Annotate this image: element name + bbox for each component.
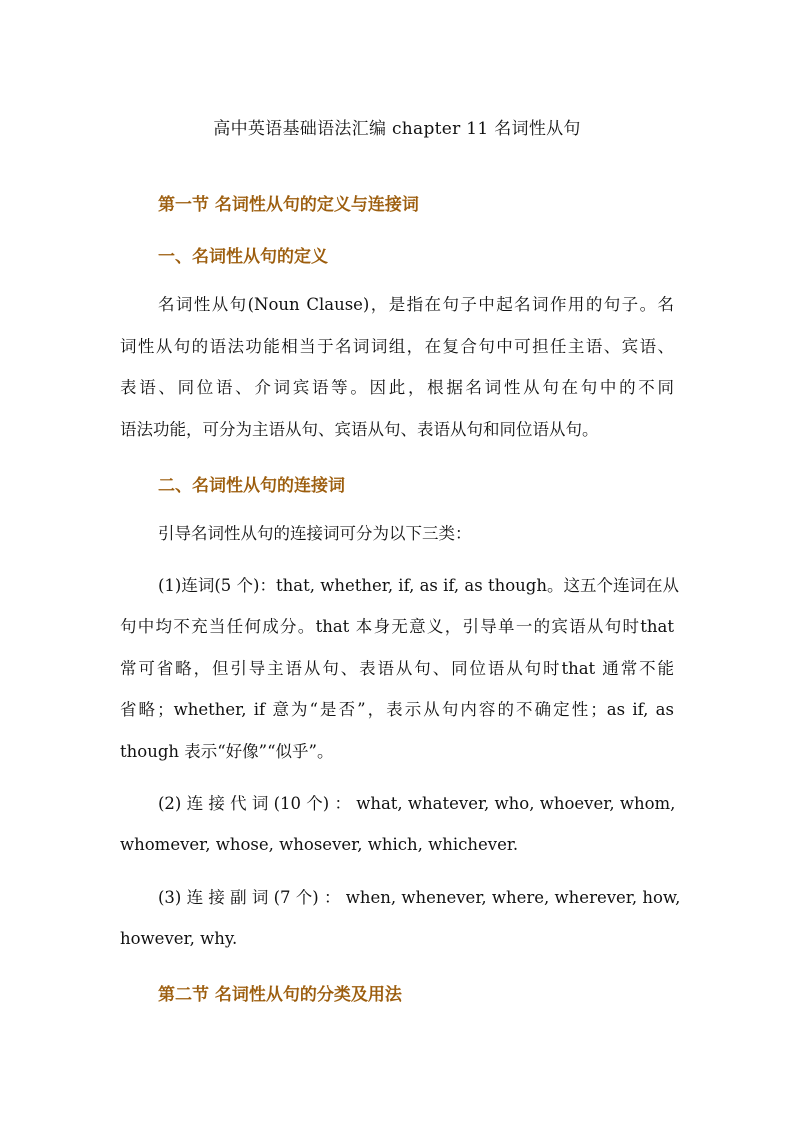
part-1-line-2: 词性从句的语法功能相当于名词词组，在复合句中可担任主语、宾语、 <box>120 337 674 356</box>
item-3-line-2: however, why. <box>120 929 238 948</box>
part-1-line-3: 表语、同位语、介词宾语等。因此，根据名词性从句在句中的不同 <box>120 378 674 397</box>
section-2-title: 第二节 名词性从句的分类及用法 <box>158 985 402 1005</box>
item-1-line-5: though 表示“好像”“似乎”。 <box>120 742 334 761</box>
item-1-line-2: 句中均不充当任何成分。that 本身无意义，引导单一的宾语从句时that <box>120 617 674 636</box>
item-3-line-1: (3) 连 接 副 词 (7 个) ： when, whenever, where, wherever, how, <box>158 888 681 907</box>
part-2-heading: 二、名词性从句的连接词 <box>158 476 345 496</box>
part-1-heading: 一、名词性从句的定义 <box>158 247 328 267</box>
item-2-line-1: (2) 连 接 代 词 (10 个) ： what, whatever, who, whoever, whom, <box>158 794 676 813</box>
document-title: 高中英语基础语法汇编 chapter 11 名词性从句 <box>213 119 581 139</box>
part-1-line-4: 语法功能，可分为主语从句、宾语从句、表语从句和同位语从句。 <box>120 420 599 439</box>
section-1-title: 第一节 名词性从句的定义与连接词 <box>158 195 419 215</box>
item-1-line-1: (1)连词(5 个)：that, whether, if, as if, as though。这五个连词在从 <box>158 576 679 595</box>
item-1-line-3: 常可省略，但引导主语从句、表语从句、同位语从句时that 通常不能 <box>120 659 674 678</box>
part-2-intro: 引导名词性从句的连接词可分为以下三类： <box>158 524 472 543</box>
item-2-line-2: whomever, whose, whosever, which, whichever. <box>120 835 519 854</box>
part-1-line-1: 名词性从句(Noun Clause)，是指在句子中起名词作用的句子。名 <box>158 295 674 314</box>
item-1-line-4: 省略；whether, if 意为“是否”，表示从句内容的不确定性；as if, as <box>120 700 674 719</box>
